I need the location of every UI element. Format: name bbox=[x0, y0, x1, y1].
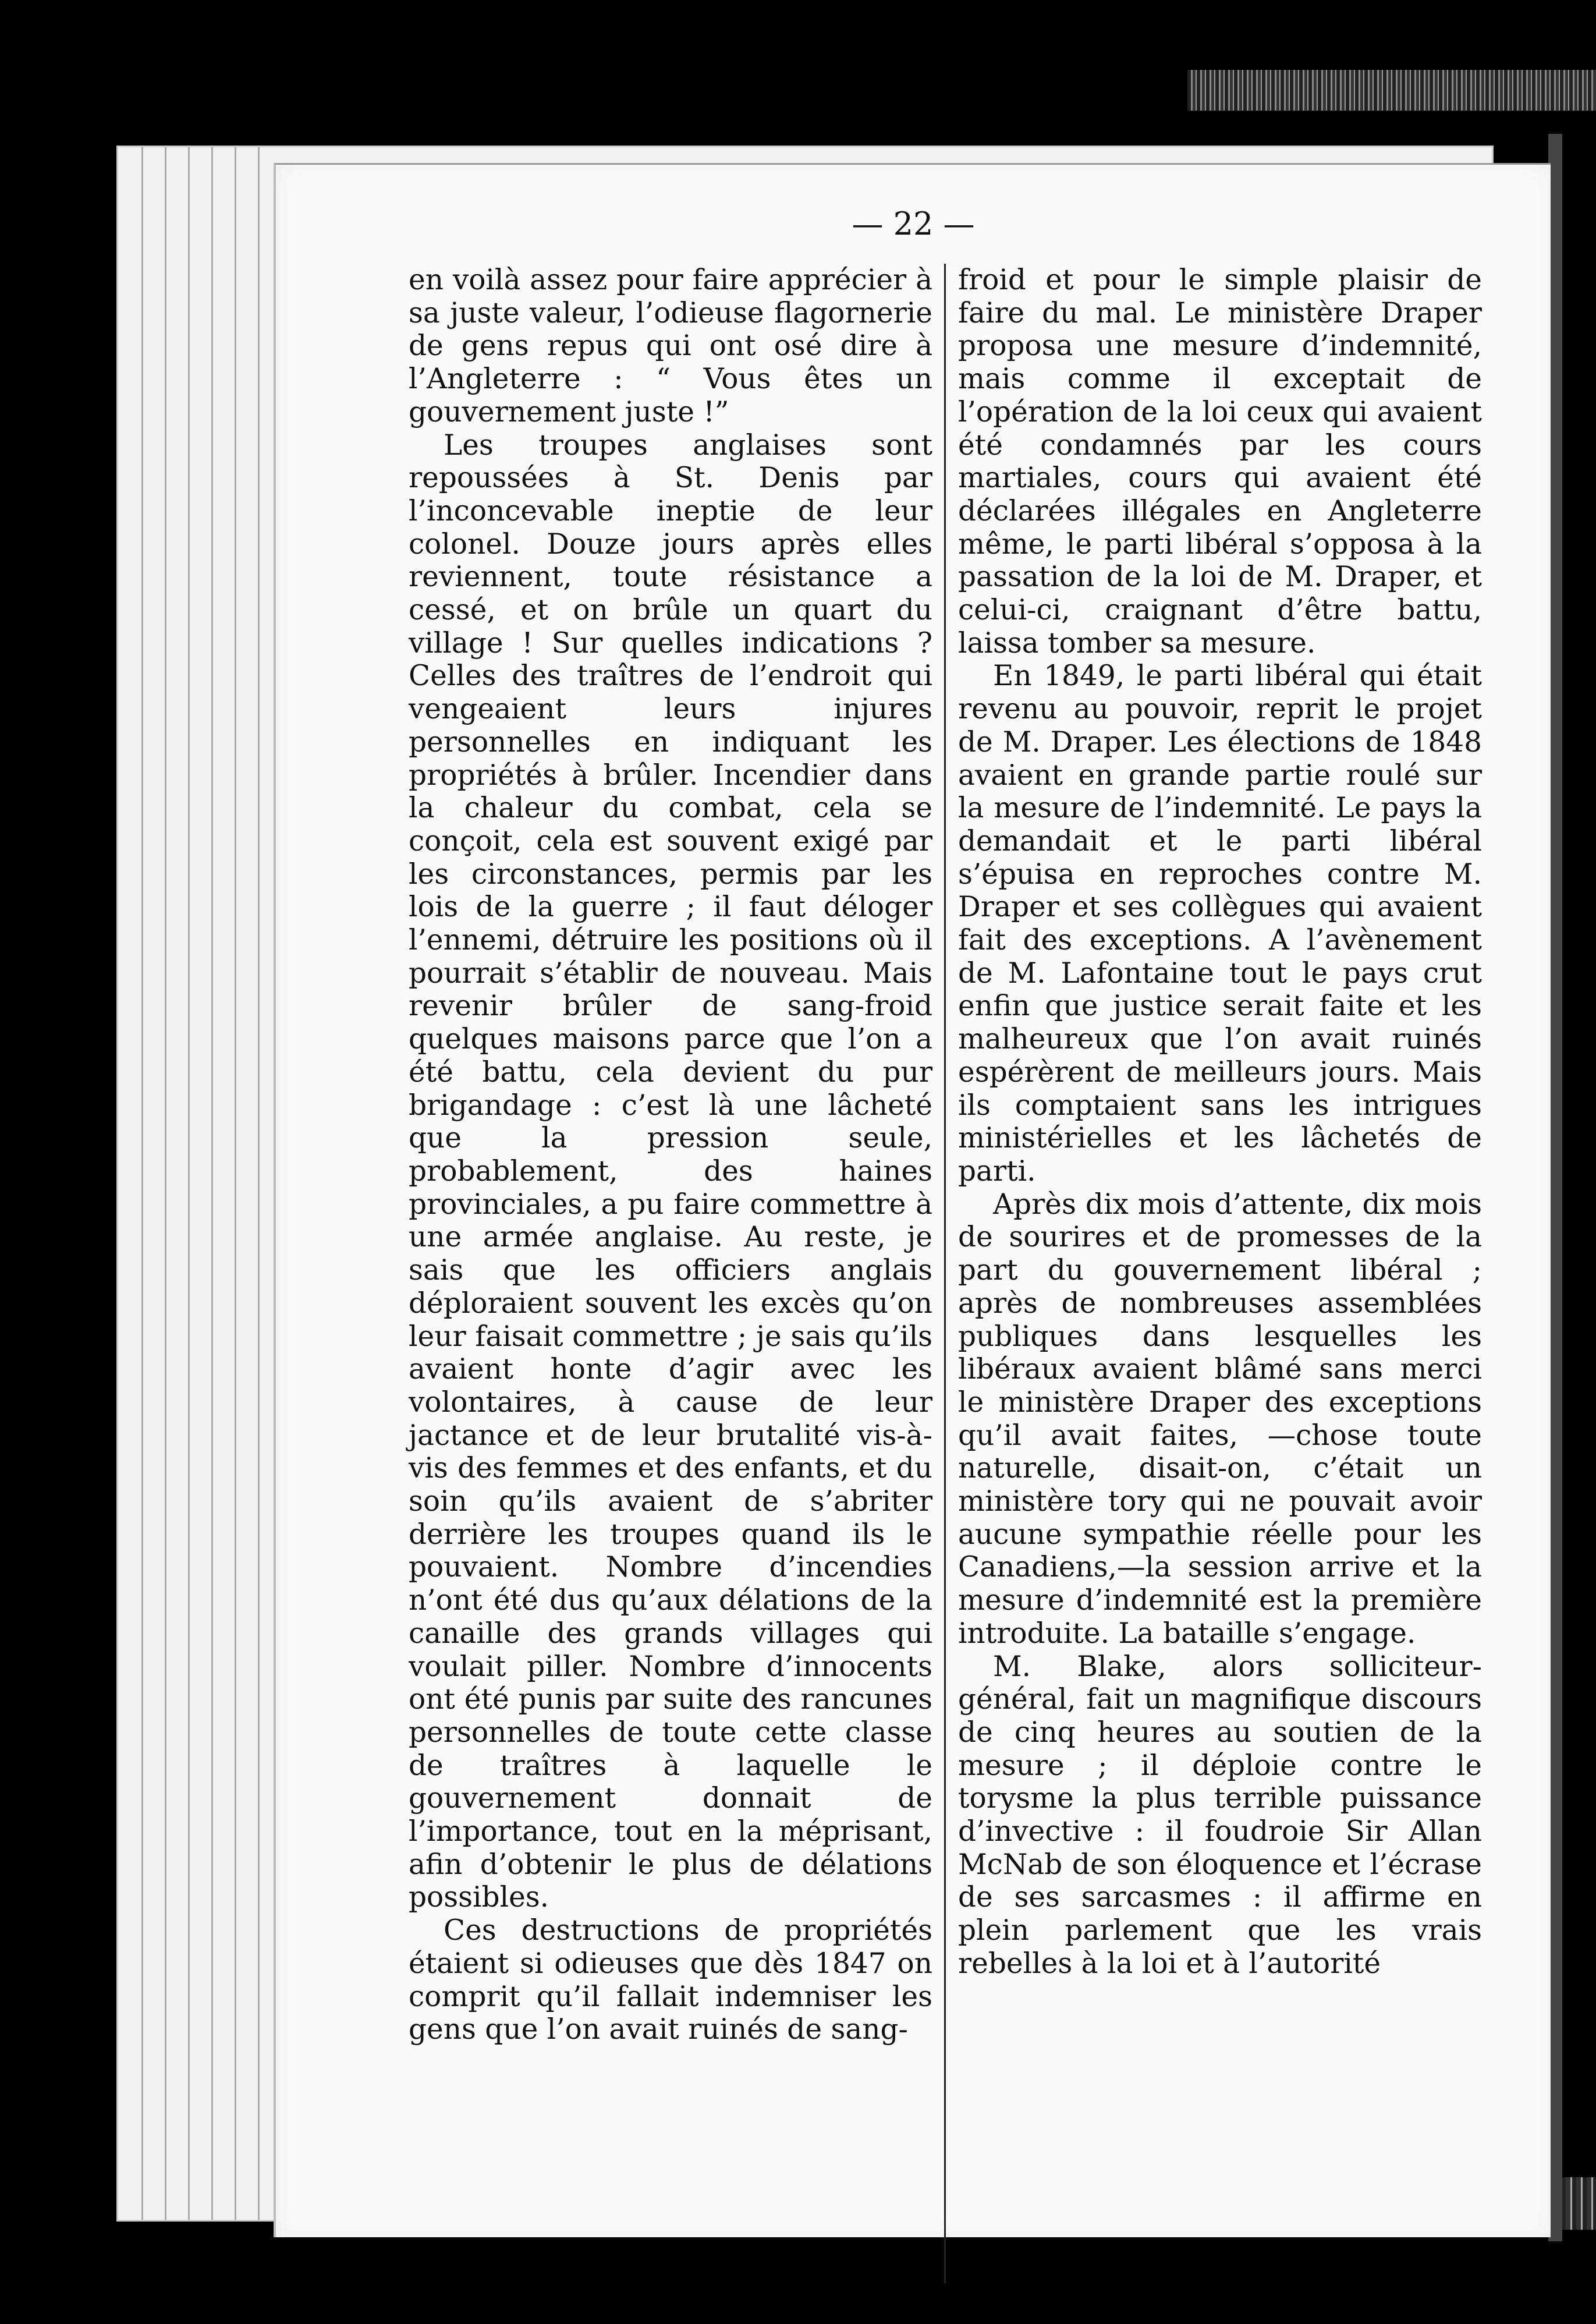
page-edge bbox=[188, 147, 190, 2220]
page-edge bbox=[141, 147, 143, 2220]
scan-edge-artifact-top bbox=[1187, 70, 1596, 111]
paragraph: M. Blake, alors solliciteur-général, fait un magnifique discours de cinq heures au soutien de la mesure ; il déploie contre le torysme la plus terrible puissance d’invective : il foudroie Sir Allan McNab de son éloquence et l’écrase de ses sarcasmes : il affirme en plein parlement que les vrais rebelles à la loi et à l’autorité bbox=[958, 1650, 1482, 1980]
page-edge bbox=[235, 147, 236, 2220]
column-divider bbox=[944, 264, 946, 2284]
right-column bbox=[958, 264, 1482, 1981]
page-number: — 22 — bbox=[852, 206, 975, 242]
paragraph: En 1849, le parti libéral qui était revenu au pouvoir, reprit le projet de M. Draper. Les élections de 1848 avaient en grande partie roulé sur la mesure de l’indemnité. Le pays la demandait et le parti libéral s’épuisa en reproches contre M. Draper et ses collègues qui avaient fait des exceptions. A l’avènement de M. Lafontaine tout le pays crut enfin que justice serait faite et les malheureux que l’on avait ruinés espérèrent de meilleurs jours. Mais ils comptaient sans les intrigues ministérielles et les lâchetés de parti. bbox=[958, 660, 1482, 1188]
left-column bbox=[409, 264, 932, 2046]
book-page bbox=[274, 163, 1551, 2237]
paragraph: Après dix mois d’attente, dix mois de sourires et de promesses de la part du gouvernement libéral ; après de nombreuses assemblées publiques dans lesquelles les libéraux avaient blâmé sans merci le ministère Draper des exceptions qu’il avait faites, —chose toute naturelle, disait-on, c’était un ministère tory qui ne pouvait avoir aucune sympathie réelle pour les Canadiens,—la session arrive et la mesure d’indemnité est la première introduite. La bataille s’engage. bbox=[958, 1188, 1482, 1650]
paragraph: Les troupes anglaises sont repoussées à St. Denis par l’inconcevable ineptie de leur colonel. Douze jours après elles reviennent, toute résistance a cessé, et on brûle un quart du village ! Sur quelles indications ? Celles des traîtres de l’endroit qui vengeaient leurs injures personnelles en indiquant les propriétés à brûler. Incendier dans la chaleur du combat, cela se conçoit, cela est souvent exigé par les circonstances, permis par les lois de la guerre ; il faut déloger l’ennemi, détruire les positions où il pourrait s’établir de nouveau. Mais revenir brûler de sang-froid quelques maisons parce que l’on a été battu, cela devient du pur brigandage : c’est là une lâcheté que la pression seule, probablement, des haines provinciales, a pu faire commettre à une armée anglaise. Au reste, je sais que les officiers anglais déploraient souvent les excès qu’on leur faisait commettre ; je sais qu’ils avaient honte d’agir avec les volontaires, à cause de leur jactance et de leur brutalité vis-à-vis des femmes et des enfants, et du soin qu’ils avaient de s’abriter derrière les troupes quand ils le pouvaient. Nombre d’incendies n’ont été dus qu’aux délations de la canaille des grands villages qui voulait piller. Nombre d’innocents ont été punis par suite des rancunes personnelles de toute cette classe de traîtres à laquelle le gouvernement donnait de l’importance, tout en la méprisant, afin d’obtenir le plus de délations possibles. bbox=[409, 428, 932, 1914]
page-edge bbox=[165, 147, 166, 2220]
paragraph: en voilà assez pour faire apprécier à sa juste valeur, l’odieuse flagornerie de gens repus qui ont osé dire à l’Angleterre : “ Vous êtes un gouvernement juste !” bbox=[409, 264, 932, 428]
paragraph: Ces destructions de propriétés étaient si odieuses que dès 1847 on comprit qu’il fallait indemniser les gens que l’on avait ruinés de sang- bbox=[409, 1914, 932, 2046]
page-edge bbox=[211, 147, 213, 2220]
page-edge bbox=[258, 147, 260, 2220]
paragraph: froid et pour le simple plaisir de faire du mal. Le ministère Draper proposa une mesure d’indemnité, mais comme il exceptait de l’opération de la loi ceux qui avaient été condamnés par les cours martiales, cours qui avaient été déclarées illégales en Angleterre même, le parti libéral s’opposa à la passation de la loi de M. Draper, et celui-ci, craignant d’être battu, laissa tomber sa mesure. bbox=[958, 264, 1482, 660]
